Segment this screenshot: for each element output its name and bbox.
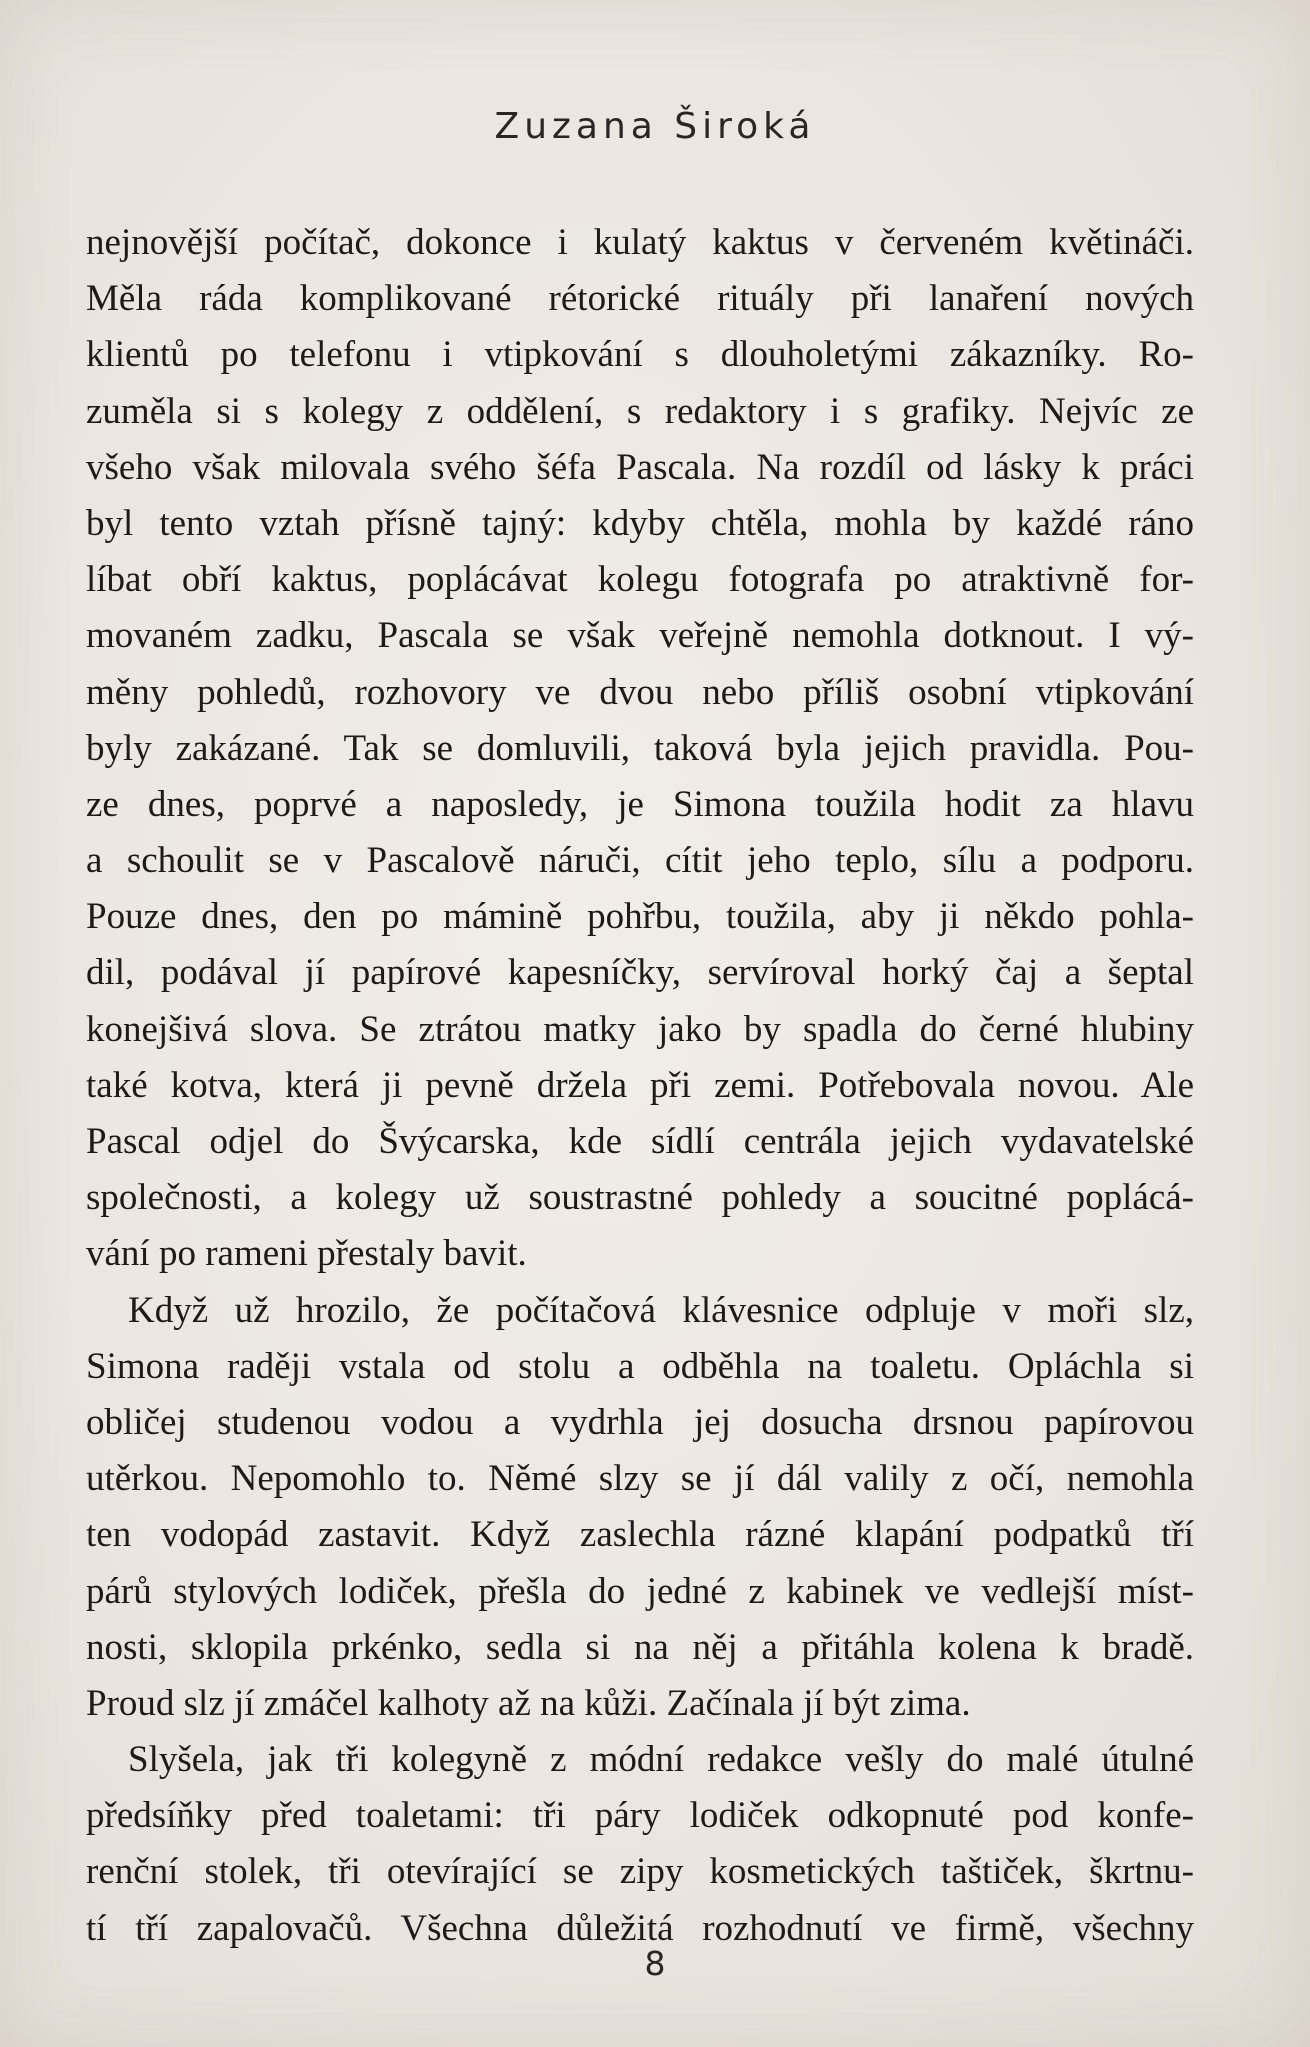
paragraph-end-line: vání po rameni přestaly bavit. — [86, 1233, 527, 1275]
text-line: nosti, sklopila prkénko, sedla si na něj a přitáhla kolena k bradě. — [86, 1626, 1194, 1668]
text-line: ze dnes, poprvé a naposledy, je Simona toužila hodit za hlavu — [86, 783, 1194, 825]
text-line: zuměla si s kolegy z oddělení, s redaktory i s grafiky. Nejvíc ze — [86, 390, 1194, 432]
text-line: klientů po telefonu i vtipkování s dlouholetými zákazníky. Ro- — [86, 334, 1194, 376]
text-line: movaném zadku, Pascala se však veřejně nemohla dotknout. I vý- — [86, 615, 1194, 657]
text-line: Simona raději vstala od stolu a odběhla na toaletu. Opláchla si — [86, 1345, 1194, 1387]
page-number: 8 — [644, 1944, 666, 1983]
body-text — [86, 215, 1194, 1957]
text-line: a schoulit se v Pascalově náruči, cítit jeho teplo, sílu a podporu. — [86, 840, 1194, 882]
text-line: předsíňky před toaletami: tři páry lodiček odkopnuté pod konfe- — [86, 1795, 1194, 1837]
paragraph-start-line: Slyšela, jak tři kolegyně z módní redakce vešly do malé útulné — [128, 1739, 1194, 1781]
text-line: líbat obří kaktus, poplácávat kolegu fotografa po atraktivně for- — [86, 559, 1194, 601]
text-line: ten vodopád zastavit. Když zaslechla rázné klapání podpatků tří — [86, 1514, 1194, 1556]
text-line: měny pohledů, rozhovory ve dvou nebo příliš osobní vtipkování — [86, 671, 1194, 713]
text-line: obličej studenou vodou a vydrhla jej dosucha drsnou papírovou — [86, 1401, 1194, 1443]
running-head-author: Zuzana Široká — [494, 106, 816, 147]
paragraph-start-line: Když už hrozilo, že počítačová klávesnice odpluje v moři slz, — [128, 1289, 1194, 1331]
text-line: utěrkou. Nepomohlo to. Němé slzy se jí dál valily z očí, nemohla — [86, 1458, 1194, 1500]
text-line: všeho však milovala svého šéfa Pascala. Na rozdíl od lásky k práci — [86, 446, 1194, 488]
text-line: byly zakázané. Tak se domluvili, taková byla jejich pravidla. Pou- — [86, 727, 1194, 769]
text-line: také kotva, která ji pevně držela při zemi. Potřebovala novou. Ale — [86, 1064, 1194, 1106]
text-line: dil, podával jí papírové kapesníčky, servíroval horký čaj a šeptal — [86, 952, 1194, 994]
text-line: byl tento vztah přísně tajný: kdyby chtěla, mohla by každé ráno — [86, 502, 1194, 544]
text-line: společnosti, a kolegy už soustrastné pohledy a soucitné poplácá- — [86, 1177, 1194, 1219]
text-line: párů stylových lodiček, přešla do jedné z kabinek ve vedlejší míst- — [86, 1570, 1194, 1612]
text-line: konejšivá slova. Se ztrátou matky jako by spadla do černé hlubiny — [86, 1008, 1194, 1050]
paragraph-end-line: Proud slz jí zmáčel kalhoty až na kůži. Začínala jí být zima. — [86, 1682, 971, 1724]
text-line: tí tří zapalovačů. Všechna důležitá rozhodnutí ve firmě, všechny — [86, 1907, 1194, 1949]
text-line: Pascal odjel do Švýcarska, kde sídlí centrála jejich vydavatelské — [86, 1121, 1194, 1162]
text-line: nejnovější počítač, dokonce i kulatý kaktus v červeném květináči. — [86, 222, 1194, 263]
text-line: renční stolek, tři otevírající se zipy kosmetických taštiček, škrtnu- — [86, 1851, 1194, 1893]
text-line: Pouze dnes, den po mámině pohřbu, toužila, aby ji někdo pohla- — [86, 896, 1194, 938]
text-line: Měla ráda komplikované rétorické rituály při lanaření nových — [86, 278, 1194, 320]
